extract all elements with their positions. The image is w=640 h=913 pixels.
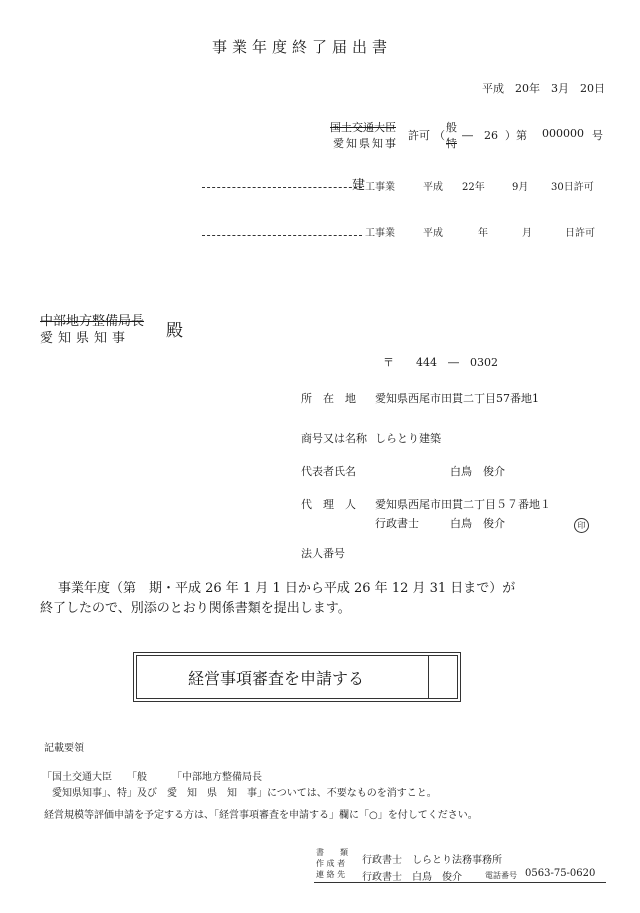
body-line-1: 事業年度（第 期・平成 26 年 1 月 1 日から平成 26 年 12 月 31 日まで）が — [58, 581, 516, 596]
submission-date: 平成 20年 3月 20日 — [482, 82, 605, 95]
notes-line-2: 愛知県知事」、特」及び 愛 知 県 知 事」については、不要なものを消すこと。 — [42, 788, 437, 799]
footer-underline — [314, 882, 606, 883]
address-value: 愛知県西尾市田貫二丁目57番地1 — [375, 392, 539, 405]
addressee-struck: 中部地方整備局長 — [40, 314, 145, 329]
representative-value: 白鳥 俊介 — [450, 465, 505, 478]
postal-code: 〒 444 ― 0302 — [383, 356, 498, 369]
license-go: 号 — [592, 129, 603, 142]
seal-mark: 印 — [574, 518, 589, 533]
work-line-2-blank — [202, 235, 362, 236]
notes-heading: 記載要領 — [44, 743, 84, 754]
work-1-era: 平成 — [423, 182, 443, 193]
footer-contact-title: 行政書士 — [362, 872, 402, 883]
paren-close: ） — [505, 129, 516, 142]
work-1-year: 22年 — [462, 182, 485, 193]
work-1-kind: 建 — [352, 178, 366, 193]
paren-open: （ — [434, 129, 445, 142]
license-authority-struck: 国土交通大臣 — [330, 121, 396, 134]
representative-label: 代表者氏名 — [301, 465, 356, 478]
footer-doc-value: 行政書士 しらとり法務事務所 — [362, 855, 502, 866]
license-kind-general: 般 — [446, 121, 457, 134]
agent-address: 愛知県西尾市田貫二丁目５７番地１ — [375, 498, 551, 511]
footer-doc-label: 書 類 — [316, 848, 348, 857]
work-line-1-blank — [202, 187, 362, 188]
work-2-era: 平成 — [423, 228, 443, 239]
agent-name: 白鳥 俊介 — [450, 517, 505, 530]
agent-title: 行政書士 — [375, 517, 419, 530]
footer-creator-label: 作 成 者 — [316, 859, 346, 868]
license-kind-special-struck: 特 — [446, 137, 457, 150]
trade-name-label: 商号又は名称 — [301, 432, 367, 445]
addressee-name: 愛知県知事 — [40, 331, 131, 346]
work-2-label: 工事業 — [365, 228, 395, 239]
address-label: 所 在 地 — [301, 392, 356, 405]
footer-phone: 0563-75-0620 — [525, 868, 596, 879]
document-title: 事業年度終了届出書 — [212, 38, 393, 56]
trade-name-value: しらとり建築 — [375, 432, 441, 445]
license-number: 000000 — [542, 127, 584, 140]
corporate-number-label: 法人番号 — [301, 547, 345, 560]
footer-contact-name: 白鳥 俊介 — [412, 872, 462, 883]
work-2-day-permit: 日許可 — [565, 228, 595, 239]
request-box-label: 経営事項審査を申請する — [188, 669, 365, 688]
honorific: 殿 — [166, 321, 183, 341]
footer-contact-label: 連 絡 先 — [316, 870, 346, 879]
agent-label: 代 理 人 — [301, 498, 356, 511]
request-box-mark-cell[interactable] — [428, 655, 458, 699]
license-number-mid: ― 26 — [462, 129, 498, 142]
work-2-year: 年 — [478, 228, 488, 239]
work-1-month: 9月 — [512, 182, 529, 193]
notes-line-1: 「国土交通大臣 「般 「中部地方整備局長 — [42, 772, 262, 783]
permit-label: 許可 — [408, 129, 430, 142]
work-2-month: 月 — [522, 228, 532, 239]
footer-phone-label: 電話番号 — [485, 871, 517, 880]
license-authority: 愛知県知事 — [333, 137, 398, 150]
notes-line-3: 経営規模等評価申請を予定する方は、「経営事項審査を申請する」欄に「○」を付してください。 — [44, 810, 478, 821]
license-dai: 第 — [516, 129, 527, 142]
work-1-label: 工事業 — [365, 182, 395, 193]
work-1-day-permit: 30日許可 — [551, 182, 594, 193]
body-line-2: 終了したので、別添のとおり関係書類を提出します。 — [40, 601, 351, 616]
